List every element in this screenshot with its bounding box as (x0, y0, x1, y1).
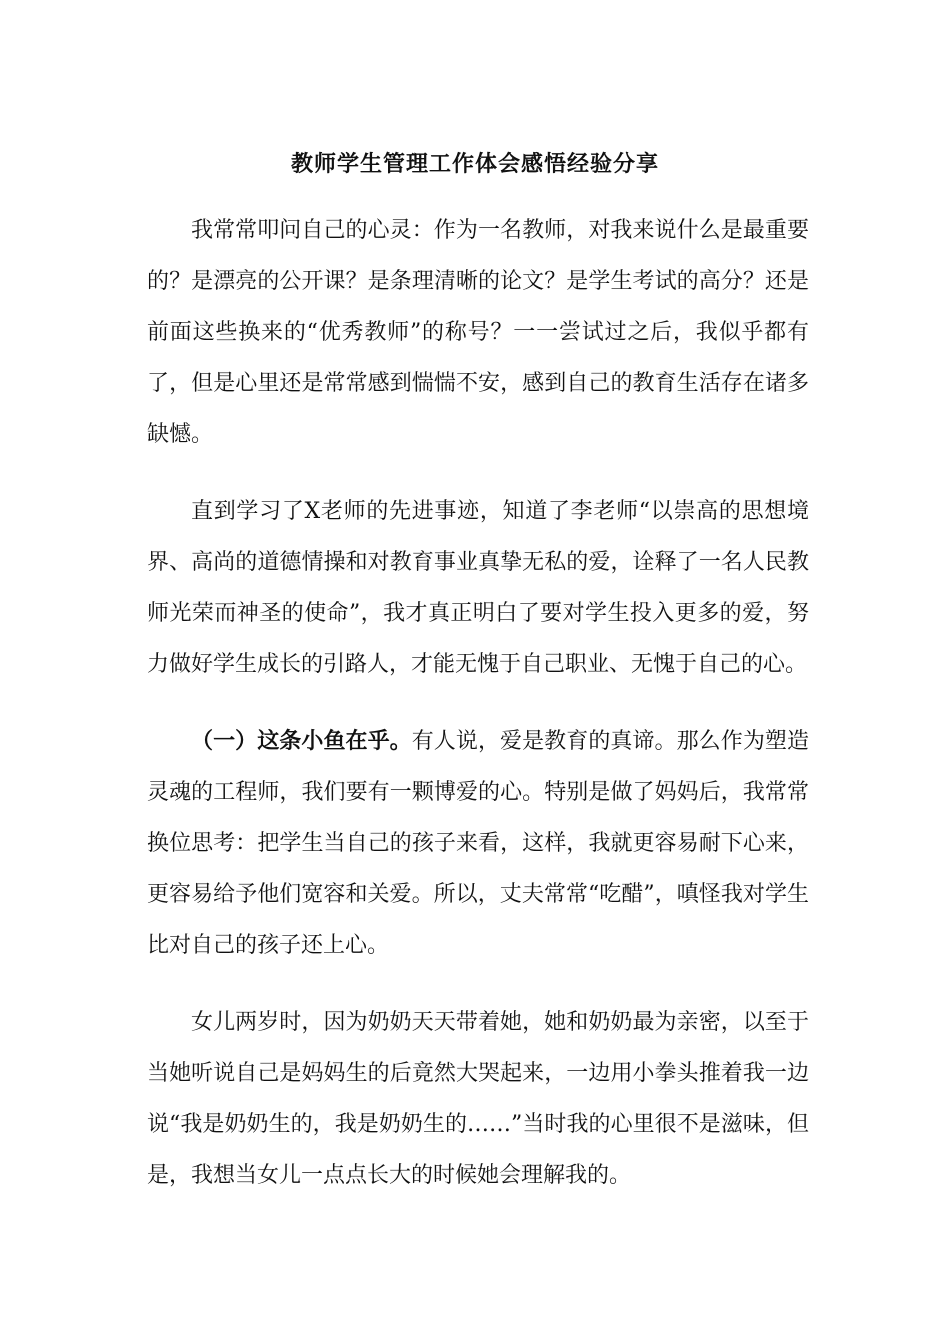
paragraph-2 (147, 486, 809, 690)
paragraph-4 (147, 997, 809, 1201)
paragraph-1-text: 我常常叩问自己的心灵：作为一名教师，对我来说什么是最重要的？是漂亮的公开课？是条理清晰的论文？是学生考试的高分？还是前面这些换来的“优秀教师”的称号？一一尝试过之后，我似乎都有了，但是心里还是常常感到惴惴不安，感到自己的教育生活存在诸多缺憾。 (147, 218, 809, 447)
document-title: 教师学生管理工作体会感悟经验分享 (290, 151, 659, 177)
paragraph-2-text: 直到学习了X老师的先进事迹，知道了李老师“以崇高的思想境界、高尚的道德情操和对教育事业真挚无私的爱，诠释了一名人民教师光荣而神圣的使命”，我才真正明白了要对学生投入更多的爱，努力做好学生成长的引路人，才能无愧于自己职业、无愧于自己的心。 (147, 499, 809, 677)
section-heading-1: （一）这条小鱼在乎。 (191, 728, 412, 754)
document-body (147, 205, 809, 1201)
paragraph-1 (147, 205, 809, 460)
paragraph-3-text: 有人说，爱是教育的真谛。那么作为塑造灵魂的工程师，我们要有一颗博爱的心。特别是做了妈妈后，我常常换位思考：把学生当自己的孩子来看，这样，我就更容易耐下心来，更容易给予他们宽容和关爱。所以，丈夫常常“吃醋”，嗔怪我对学生比对自己的孩子还上心。 (147, 729, 809, 958)
paragraph-4-text: 女儿两岁时，因为奶奶天天带着她，她和奶奶最为亲密，以至于当她听说自己是妈妈生的后竟然大哭起来，一边用小拳头推着我一边说“我是奶奶生的，我是奶奶生的……”当时我的心里很不是滋味，但是，我想当女儿一点点长大的时候她会理解我的。 (147, 1010, 809, 1188)
paragraph-3 (147, 716, 809, 971)
